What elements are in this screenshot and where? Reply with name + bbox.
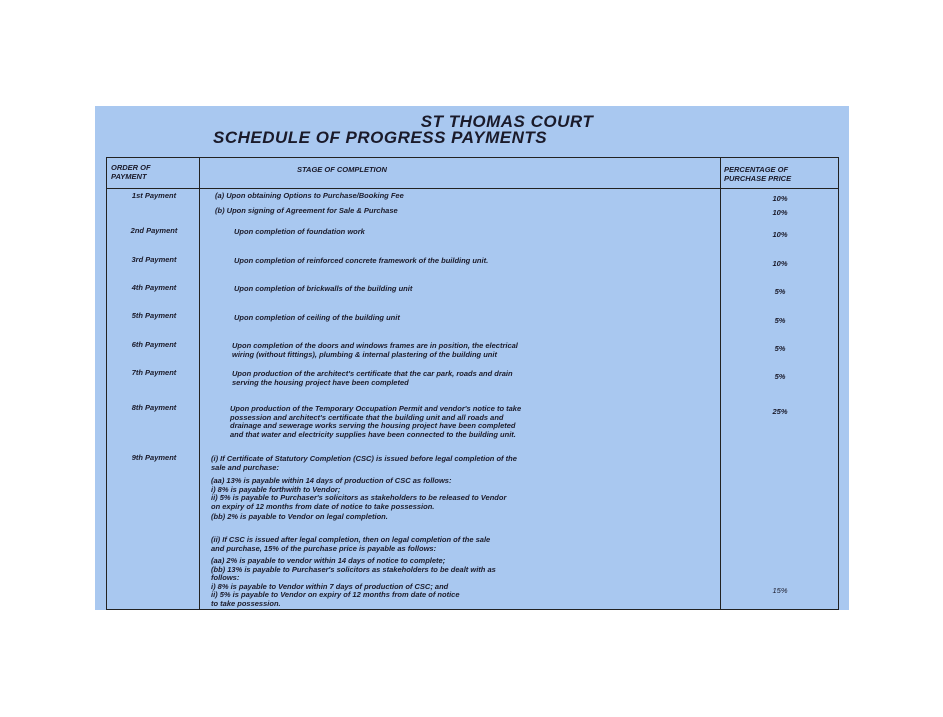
document-title: ST THOMAS COURT bbox=[420, 112, 594, 131]
percentage-5: 5% bbox=[774, 316, 786, 325]
table-bottom-border bbox=[107, 609, 838, 610]
payment-label-8: 8th Payment bbox=[131, 403, 177, 412]
ninth-clause-aa: (aa) 13% is payable within 14 days of production of CSC as follows: i) 8% is payable forthwith to Vendor; ii) 5% is payable to Purchaser's solicitors as stakeholders to be released to Vendor on expiry of 12 months from date of notice to take possession. bbox=[211, 476, 507, 511]
stage-text-6: Upon completion of the doors and windows frames are in position, the electrical wiring (without fittings), plumbing & internal plastering of the building unit bbox=[232, 341, 518, 359]
payment-label-5: 5th Payment bbox=[131, 311, 177, 320]
payment-label-2: 2nd Payment bbox=[130, 226, 178, 235]
ninth-clause-aa2: (aa) 2% is payable to vendor within 14 days of notice to complete; (bb) 13% is payable to Purchaser's solicitors as stakeholders to be dealt with as follows: i) 8% is payable to Vendor within 7 days of production of CSC; and ii) 5% is payable to Vendor on expiry of 12 months from date of notice to take possession. bbox=[211, 556, 496, 608]
ninth-clause-i: (i) If Certificate of Statutory Completion (CSC) is issued before legal completion of the sale and purchase: bbox=[211, 454, 517, 472]
header-percentage: PERCENTAGE OF PURCHASE PRICE bbox=[724, 165, 792, 183]
percentage-1b: 10% bbox=[772, 208, 788, 217]
document-subtitle: SCHEDULE OF PROGRESS PAYMENTS bbox=[213, 128, 548, 147]
payment-schedule-document bbox=[95, 106, 849, 610]
header-order: ORDER OF PAYMENT bbox=[111, 163, 151, 181]
stage-text-7: Upon production of the architect's certificate that the car park, roads and drain serving the housing project have been completed bbox=[232, 369, 513, 387]
payment-label-6: 6th Payment bbox=[131, 340, 177, 349]
percentage-3: 10% bbox=[772, 259, 788, 268]
percentage-2: 10% bbox=[772, 230, 788, 239]
percentage-1a: 10% bbox=[772, 194, 788, 203]
percentage-9: 15% bbox=[772, 586, 788, 595]
table-header-divider bbox=[107, 188, 838, 189]
stage-text-8: Upon production of the Temporary Occupation Permit and vendor's notice to take possession and architect's certificate that the building unit and all roads and drainage and sewerage works serving the housing project have been completed and that water and electricity supplies have been connected to the building unit. bbox=[230, 404, 522, 439]
stage-text-5: Upon completion of ceiling of the building unit bbox=[234, 313, 400, 322]
table-top-border bbox=[107, 157, 838, 158]
percentage-7: 5% bbox=[774, 372, 786, 381]
header-stage: STAGE OF COMPLETION bbox=[297, 165, 387, 174]
column-divider-2 bbox=[720, 157, 721, 610]
column-divider-1 bbox=[199, 157, 200, 610]
ninth-clause-bb: (bb) 2% is payable to Vendor on legal completion. bbox=[211, 512, 388, 521]
percentage-8: 25% bbox=[772, 407, 788, 416]
stage-text-2: Upon completion of foundation work bbox=[234, 227, 365, 236]
percentage-4: 5% bbox=[774, 287, 786, 296]
stage-text-1b: (b) Upon signing of Agreement for Sale & Purchase bbox=[215, 206, 398, 215]
stage-text-1a: (a) Upon obtaining Options to Purchase/Booking Fee bbox=[215, 191, 404, 200]
payment-label-4: 4th Payment bbox=[131, 283, 177, 292]
payment-label-9: 9th Payment bbox=[131, 453, 177, 462]
stage-text-3: Upon completion of reinforced concrete framework of the building unit. bbox=[234, 256, 489, 265]
payment-label-7: 7th Payment bbox=[131, 368, 177, 377]
stage-text-4: Upon completion of brickwalls of the building unit bbox=[234, 284, 413, 293]
percentage-6: 5% bbox=[774, 344, 786, 353]
payment-label-3: 3rd Payment bbox=[131, 255, 177, 264]
ninth-clause-ii: (ii) If CSC is issued after legal completion, then on legal completion of the sale and purchase, 15% of the purchase price is payable as follows: bbox=[211, 535, 491, 553]
schedule-table bbox=[106, 157, 839, 610]
payment-label-1: 1st Payment bbox=[131, 191, 177, 200]
